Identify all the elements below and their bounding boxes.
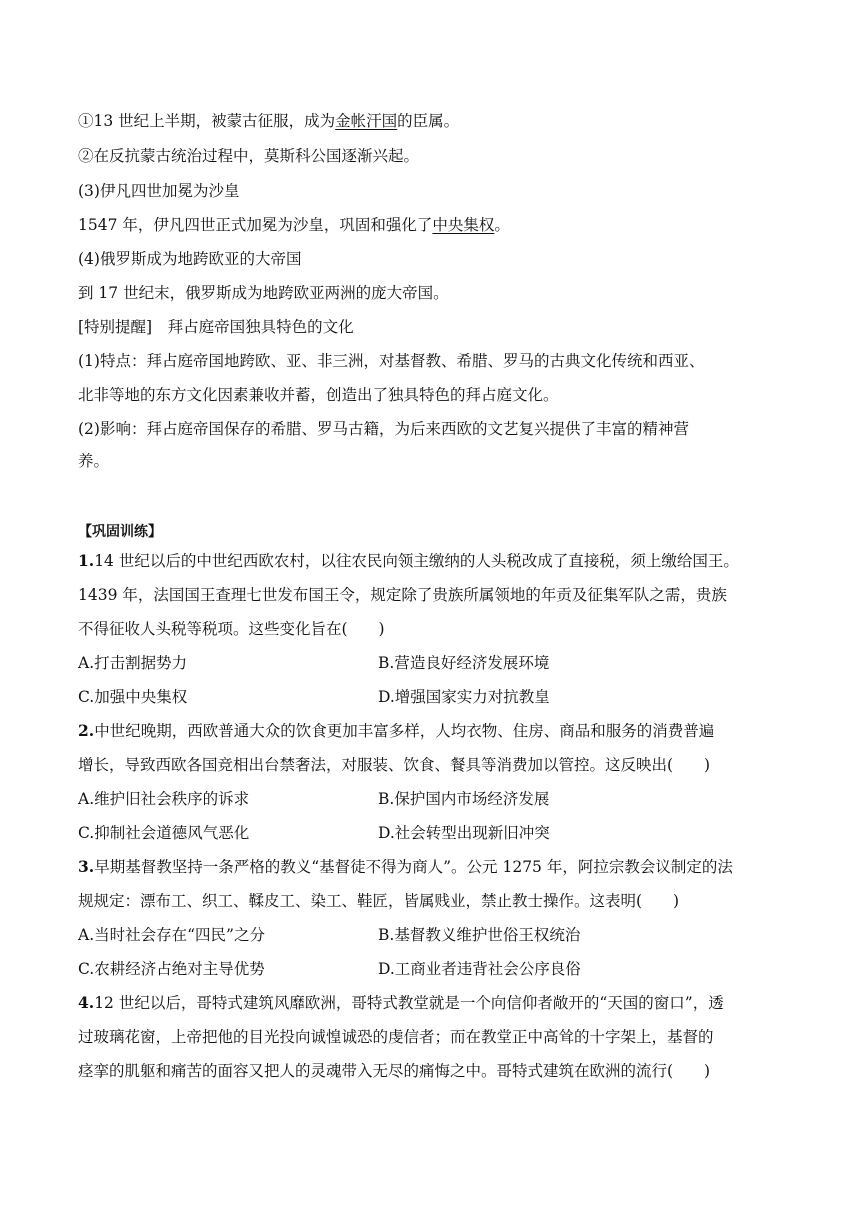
question-4-line-3: 痉挛的肌躯和痛苦的面容又把人的灵魂带入无尽的痛悔之中。哥特式建筑在欧洲的流行( ) xyxy=(78,1062,711,1080)
question-2-option-c[interactable]: C.抑制社会道德风气恶化 xyxy=(78,824,250,842)
question-2-line-2: 增长，导致西欧各国竞相出台禁奢法，对服装、饮食、餐具等消费加以管控。这反映出( ) xyxy=(78,756,711,774)
question-text: 12 世纪以后，哥特式建筑风靡欧洲，哥特式教堂就是一个向信仰者敞开的“天国的窗口”，透 xyxy=(94,994,724,1012)
question-number: 4. xyxy=(78,993,95,1012)
note-text: 。 xyxy=(494,216,510,234)
question-1-option-a[interactable]: A.打击割据势力 xyxy=(78,654,188,672)
tip-feature-line-1: (1)特点：拜占庭帝国地跨欧、亚、非三洲，对基督教、希腊、罗马的古典文化传统和西亚、 xyxy=(78,352,705,370)
question-3-line-1 xyxy=(78,856,788,878)
note-text: 的臣属。 xyxy=(397,112,460,130)
question-text: 中世纪晚期，西欧普通大众的饮食更加丰富多样，人均衣物、住房、商品和服务的消费普遍 xyxy=(94,722,715,740)
question-1-option-c[interactable]: C.加强中央集权 xyxy=(78,688,188,706)
question-1-option-d[interactable]: D.增强国家实力对抗教皇 xyxy=(378,688,550,706)
question-text: 14 世纪以后的中世纪西欧农村，以往农民向领主缴纳的人头税改成了直接税，须上缴给国王。 xyxy=(94,552,739,570)
question-3-line-2: 规规定：漂布工、织工、鞣皮工、染工、鞋匠，皆属贱业，禁止教士操作。这表明( ) xyxy=(78,892,680,910)
question-number: 1. xyxy=(78,551,95,570)
tip-feature-line-2: 北非等地的东方文化因素兼收并蓄，创造出了独具特色的拜占庭文化。 xyxy=(78,386,559,404)
note-heading-4: (4)俄罗斯成为地跨欧亚的大帝国 xyxy=(78,250,302,268)
note-paragraph-2: ②在反抗蒙古统治过程中，莫斯科公国逐渐兴起。 xyxy=(78,147,420,165)
note-paragraph-3 xyxy=(78,214,788,236)
question-2-option-b[interactable]: B.保护国内市场经济发展 xyxy=(378,790,550,808)
question-number: 3. xyxy=(78,857,95,876)
question-4-line-1 xyxy=(78,992,788,1014)
question-3-option-b[interactable]: B.基督教义维护世俗王权统治 xyxy=(378,926,581,944)
underlined-term: 中央集权 xyxy=(432,216,495,234)
question-2-line-1 xyxy=(78,720,788,742)
note-text: 1547 年，伊凡四世正式加冕为沙皇，巩固和强化了 xyxy=(78,216,433,234)
special-tip-heading: [特别提醒] 拜占庭帝国独具特色的文化 xyxy=(78,318,354,336)
question-1-line-1 xyxy=(78,550,788,572)
question-4-line-2: 过玻璃花窗，上帝把他的目光投向诚惶诚恐的虔信者；而在教堂正中高耸的十字架上，基督的 xyxy=(78,1028,714,1046)
question-2-option-d[interactable]: D.社会转型出现新旧冲突 xyxy=(378,824,550,842)
note-paragraph-1 xyxy=(78,110,788,132)
question-text: 早期基督教坚持一条严格的教义“基督徒不得为商人”。公元 1275 年，阿拉宗教会议制定的法 xyxy=(94,858,733,876)
underlined-term: 金帐汗国 xyxy=(335,112,398,130)
tip-influence-line-2: 养。 xyxy=(78,452,110,470)
note-paragraph-4: 到 17 世纪末，俄罗斯成为地跨欧亚两洲的庞大帝国。 xyxy=(78,284,449,302)
question-3-option-a[interactable]: A.当时社会存在“四民”之分 xyxy=(78,926,265,944)
tip-influence-line-1: (2)影响：拜占庭帝国保存的希腊、罗马古籍，为后来西欧的文艺复兴提供了丰富的精神营 xyxy=(78,420,689,438)
question-number: 2. xyxy=(78,721,95,740)
note-text: ①13 世纪上半期，被蒙古征服，成为 xyxy=(78,112,336,130)
question-1-line-3: 不得征收人头税等税项。这些变化旨在( ) xyxy=(78,620,385,638)
section-title: 【巩固训练】 xyxy=(78,524,162,540)
question-1-line-2: 1439 年，法国国王查理七世发布国王令，规定除了贵族所属领地的年贡及征集军队之需，贵族 xyxy=(78,586,727,604)
question-1-option-b[interactable]: B.营造良好经济发展环境 xyxy=(378,654,550,672)
note-heading-3: (3)伊凡四世加冕为沙皇 xyxy=(78,182,240,200)
question-3-option-c[interactable]: C.农耕经济占绝对主导优势 xyxy=(78,960,265,978)
question-2-option-a[interactable]: A.维护旧社会秩序的诉求 xyxy=(78,790,250,808)
question-3-option-d[interactable]: D.工商业者违背社会公序良俗 xyxy=(378,960,581,978)
